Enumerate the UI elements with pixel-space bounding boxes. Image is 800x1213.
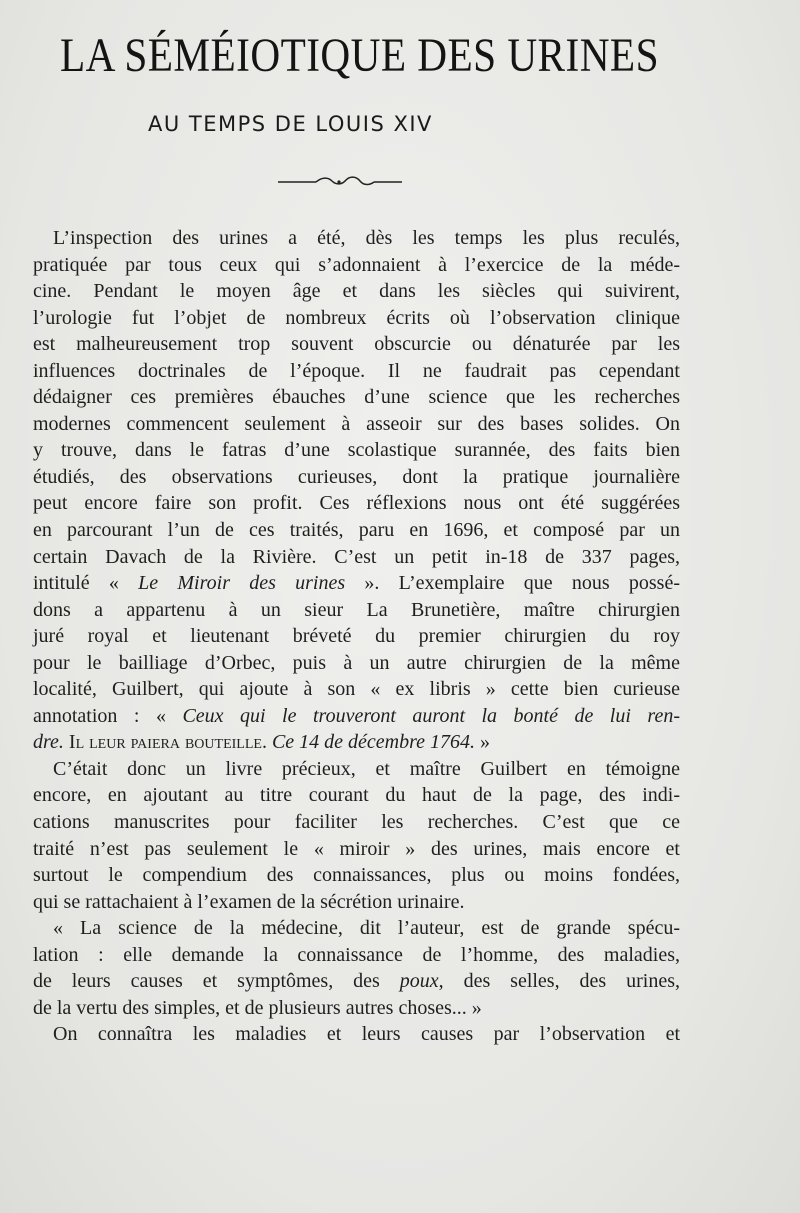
text-line: peut encore faire son profit. Ces réflexions nous ont été suggérées [33,492,680,515]
text-line: l’urologie fut l’objet de nombreux écrits où l’observation clinique [33,306,680,329]
text-line: « La science de la médecine, dit l’auteur, est de grande spécu- [53,917,680,940]
text-line: juré royal et lieutenant bréveté du premier chirurgien du roy [33,625,680,648]
text-line [33,703,680,730]
paragraph-1 [33,225,680,756]
text-line: On connaîtra les maladies et leurs causes par l’observation et [53,1023,680,1046]
annotation-smallcaps: Il leur paiera bouteille. [68,731,267,754]
annotation-date-italic: Ce 14 de décembre 1764. [271,731,476,754]
annotation-italic: Ceux qui le trouveront auront la bonté de lui ren- [182,704,680,727]
text-run: ». L’exemplaire que nous possé- [345,572,680,595]
text-run: , des selles, des urines, [438,970,680,993]
text-line: pour le bailliage d’Orbec, puis à un autre chirurgien de la même [33,651,680,674]
text-line [33,968,680,995]
text-run: intitulé « [33,572,139,595]
paragraph-3 [33,915,680,1021]
text-line: modernes commencent seulement à asseoir sur des bases solides. On [33,412,680,435]
text-line: C’était donc un livre précieux, et maître Guilbert en témoigne [53,757,680,780]
book-title-italic: Le Miroir des urines [138,572,346,595]
text-line: cine. Pendant le moyen âge et dans les siècles qui suivirent, [33,280,680,303]
text-line: surtout le compendium des connaissances, plus ou moins fondées, [33,864,680,887]
text-line: étudiés, des observations curieuses, dont la pratique journalière [33,465,680,488]
paragraph-2 [33,756,680,915]
text-run: » [475,731,491,754]
text-line: L’inspection des urines a été, dès les temps les plus reculés, [53,227,680,249]
italic-word: poux [399,970,439,993]
fleuron-ornament [276,174,404,190]
text-line: pratiquée par tous ceux qui s’adonnaient à l’exercice de la méde- [33,253,680,276]
text-line: lation : elle demande la connaissance de l’homme, des maladies, [33,943,680,966]
text-line: cations manuscrites pour faciliter les recherches. C’est que ce [33,811,680,834]
text-line: en parcourant l’un de ces traités, paru en 1696, et composé par un [33,519,680,542]
article-subtitle: AU TEMPS DE LOUIS XIV [148,112,433,136]
text-line: traité n’est pas seulement le « miroir » des urines, mais encore et [33,837,680,860]
text-run: de leurs causes et symptômes, des [33,970,400,993]
paragraph-4 [33,1021,680,1048]
text-line: dédaigner ces premières ébauches d’une science que les recherches [33,386,680,409]
text-run: annotation : « [33,704,183,727]
text-line: certain Davach de la Rivière. C’est un petit in-18 de 337 pages, [33,545,680,568]
text-line: encore, en ajoutant au titre courant du haut de la page, des indi- [33,784,680,807]
text-line: dons a appartenu à un sieur La Brunetière, maître chirurgien [33,598,680,621]
text-line: influences doctrinales de l’époque. Il ne faudrait pas cependant [33,359,680,382]
text-line: y trouve, dans le fatras d’une scolastique surannée, des faits bien [33,439,680,462]
annotation-italic: dre. [33,731,64,754]
text-line [33,729,680,756]
text-line: est malheureusement trop souvent obscurcie ou dénaturée par les [33,333,680,356]
text-line: de la vertu des simples, et de plusieurs autres choses... » [33,996,482,1019]
article-body [33,225,680,1048]
text-line: localité, Guilbert, qui ajoute à son « ex libris » cette bien curieuse [33,678,680,701]
article-title: LA SÉMÉIOTIQUE DES URINES [60,29,659,82]
text-line [33,570,680,597]
text-line: qui se rattachaient à l’examen de la sécrétion urinaire. [33,890,465,913]
